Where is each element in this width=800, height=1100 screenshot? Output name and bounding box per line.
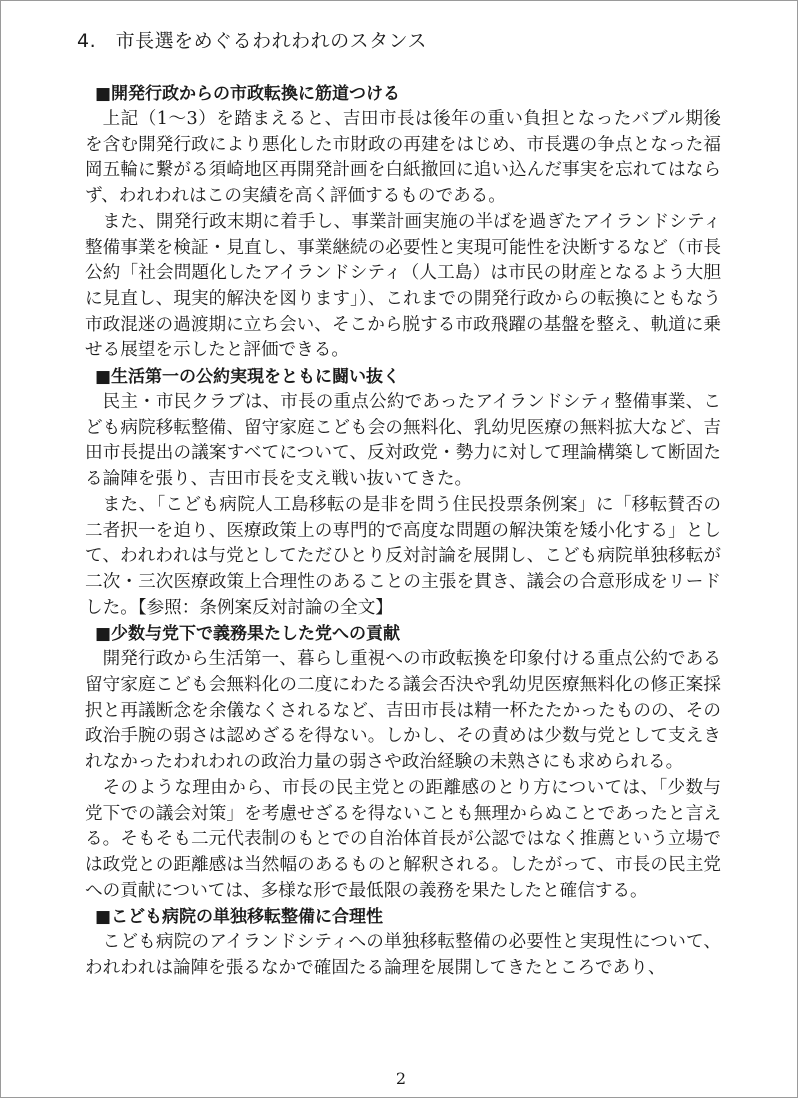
section-childrens-hospital — [85, 904, 721, 981]
paragraph: また、「こども病院人工島移転の是非を問う住民投票条例案」に「移転賛否の二者択一を迫り、医療政策上の専門的で高度な問題の解決策を矮小化する」として、われわれは与党としてただひとり反対討論を展開し、こども病院単独移転が二次・三次医療政策上合理性のあることの主張を貫き、議会の合意形成をリードした。【参照：条例案反対討論の全文】 — [85, 494, 721, 618]
paragraph: そのような理由から、市長の民主党との距離感のとり方については、「少数与党下での議会対策」を考慮せざるを得ないことも無理からぬことであったと言える。そもそも二元代表制のもとでの自治体首長が公認ではなく推薦という立場では政党との距離感は当然幅のあるものと解釈される。したがって、市長の民主党への貢献については、多様な形で最低限の義務を果たしたと確信する。 — [85, 777, 721, 901]
document-body — [77, 23, 721, 982]
section-heading: ■こども病院の単独移転整備に合理性 — [95, 907, 384, 928]
page-number: 2 — [395, 1069, 407, 1088]
section-heading: ■少数与党下で義務果たした党への貢献 — [95, 624, 401, 645]
section-livelihood-pledges — [85, 364, 721, 621]
paragraph: また、開発行政末期に着手し、事業計画実施の半ばを過ぎたアイランドシティ整備事業を検証・見直し、事業継続の必要性と実現可能性を決断するなど（市長公約「社会問題化したアイランドシティ（人工島）は市民の財産となるよう大胆に見直し、現実的解決を図ります」）、これまでの開発行政からの転換にともなう市政混迷の過渡期に立ち会い、そこから脱する市政飛躍の基盤を整え、軌道に乗せる展望を示したと評価できる。 — [85, 211, 721, 361]
section-development-policy — [85, 81, 721, 364]
section-heading: ■生活第一の公約実現をともに闘い抜く — [95, 367, 401, 388]
paragraph: こども病院のアイランドシティへの単独移転整備の必要性と実現性について、われわれは論陣を張るなかで確固たる論理を展開してきたところであり、 — [85, 932, 721, 979]
page-title: 4. 市長選をめぐるわれわれのスタンス — [77, 30, 428, 52]
paragraph: 民主・市民クラブは、市長の重点公約であったアイランドシティ整備事業、こども病院移転整備、留守家庭こども会の無料化、乳幼児医療の無料拡大など、吉田市長提出の議案すべてについて、反対政党・勢力に対して理論構築して断固たる論陣を張り、吉田市長を支え戦い抜いてきた。 — [85, 392, 721, 490]
paragraph: 開発行政から生活第一、暮らし重視への市政転換を印象付ける重点公約である留守家庭こども会無料化の二度にわたる議会否決や乳幼児医療無料化の修正案採択と再議断念を余儀なくされるなど、吉田市長は精一杯たたかったものの、その政治手腕の弱さは認めざるを得ない。しかし、その責めは少数与党として支えきれなかったわれわれの政治力量の弱さや政治経験の未熟さにも求められる。 — [85, 649, 721, 773]
section-minority-ruling-party — [85, 621, 721, 904]
paragraph: 上記（1～3）を踏まえると、吉田市長は後年の重い負担となったバブル期後を含む開発行政により悪化した市財政の再建をはじめ、市長選の争点となった福岡五輪に繋がる須崎地区再開発計画を白紙撤回に追い込んだ事実を忘れてはならず、われわれはこの実績を高く評価するものである。 — [85, 109, 721, 207]
section-heading: ■開発行政からの市政転換に筋道つける — [95, 84, 401, 104]
